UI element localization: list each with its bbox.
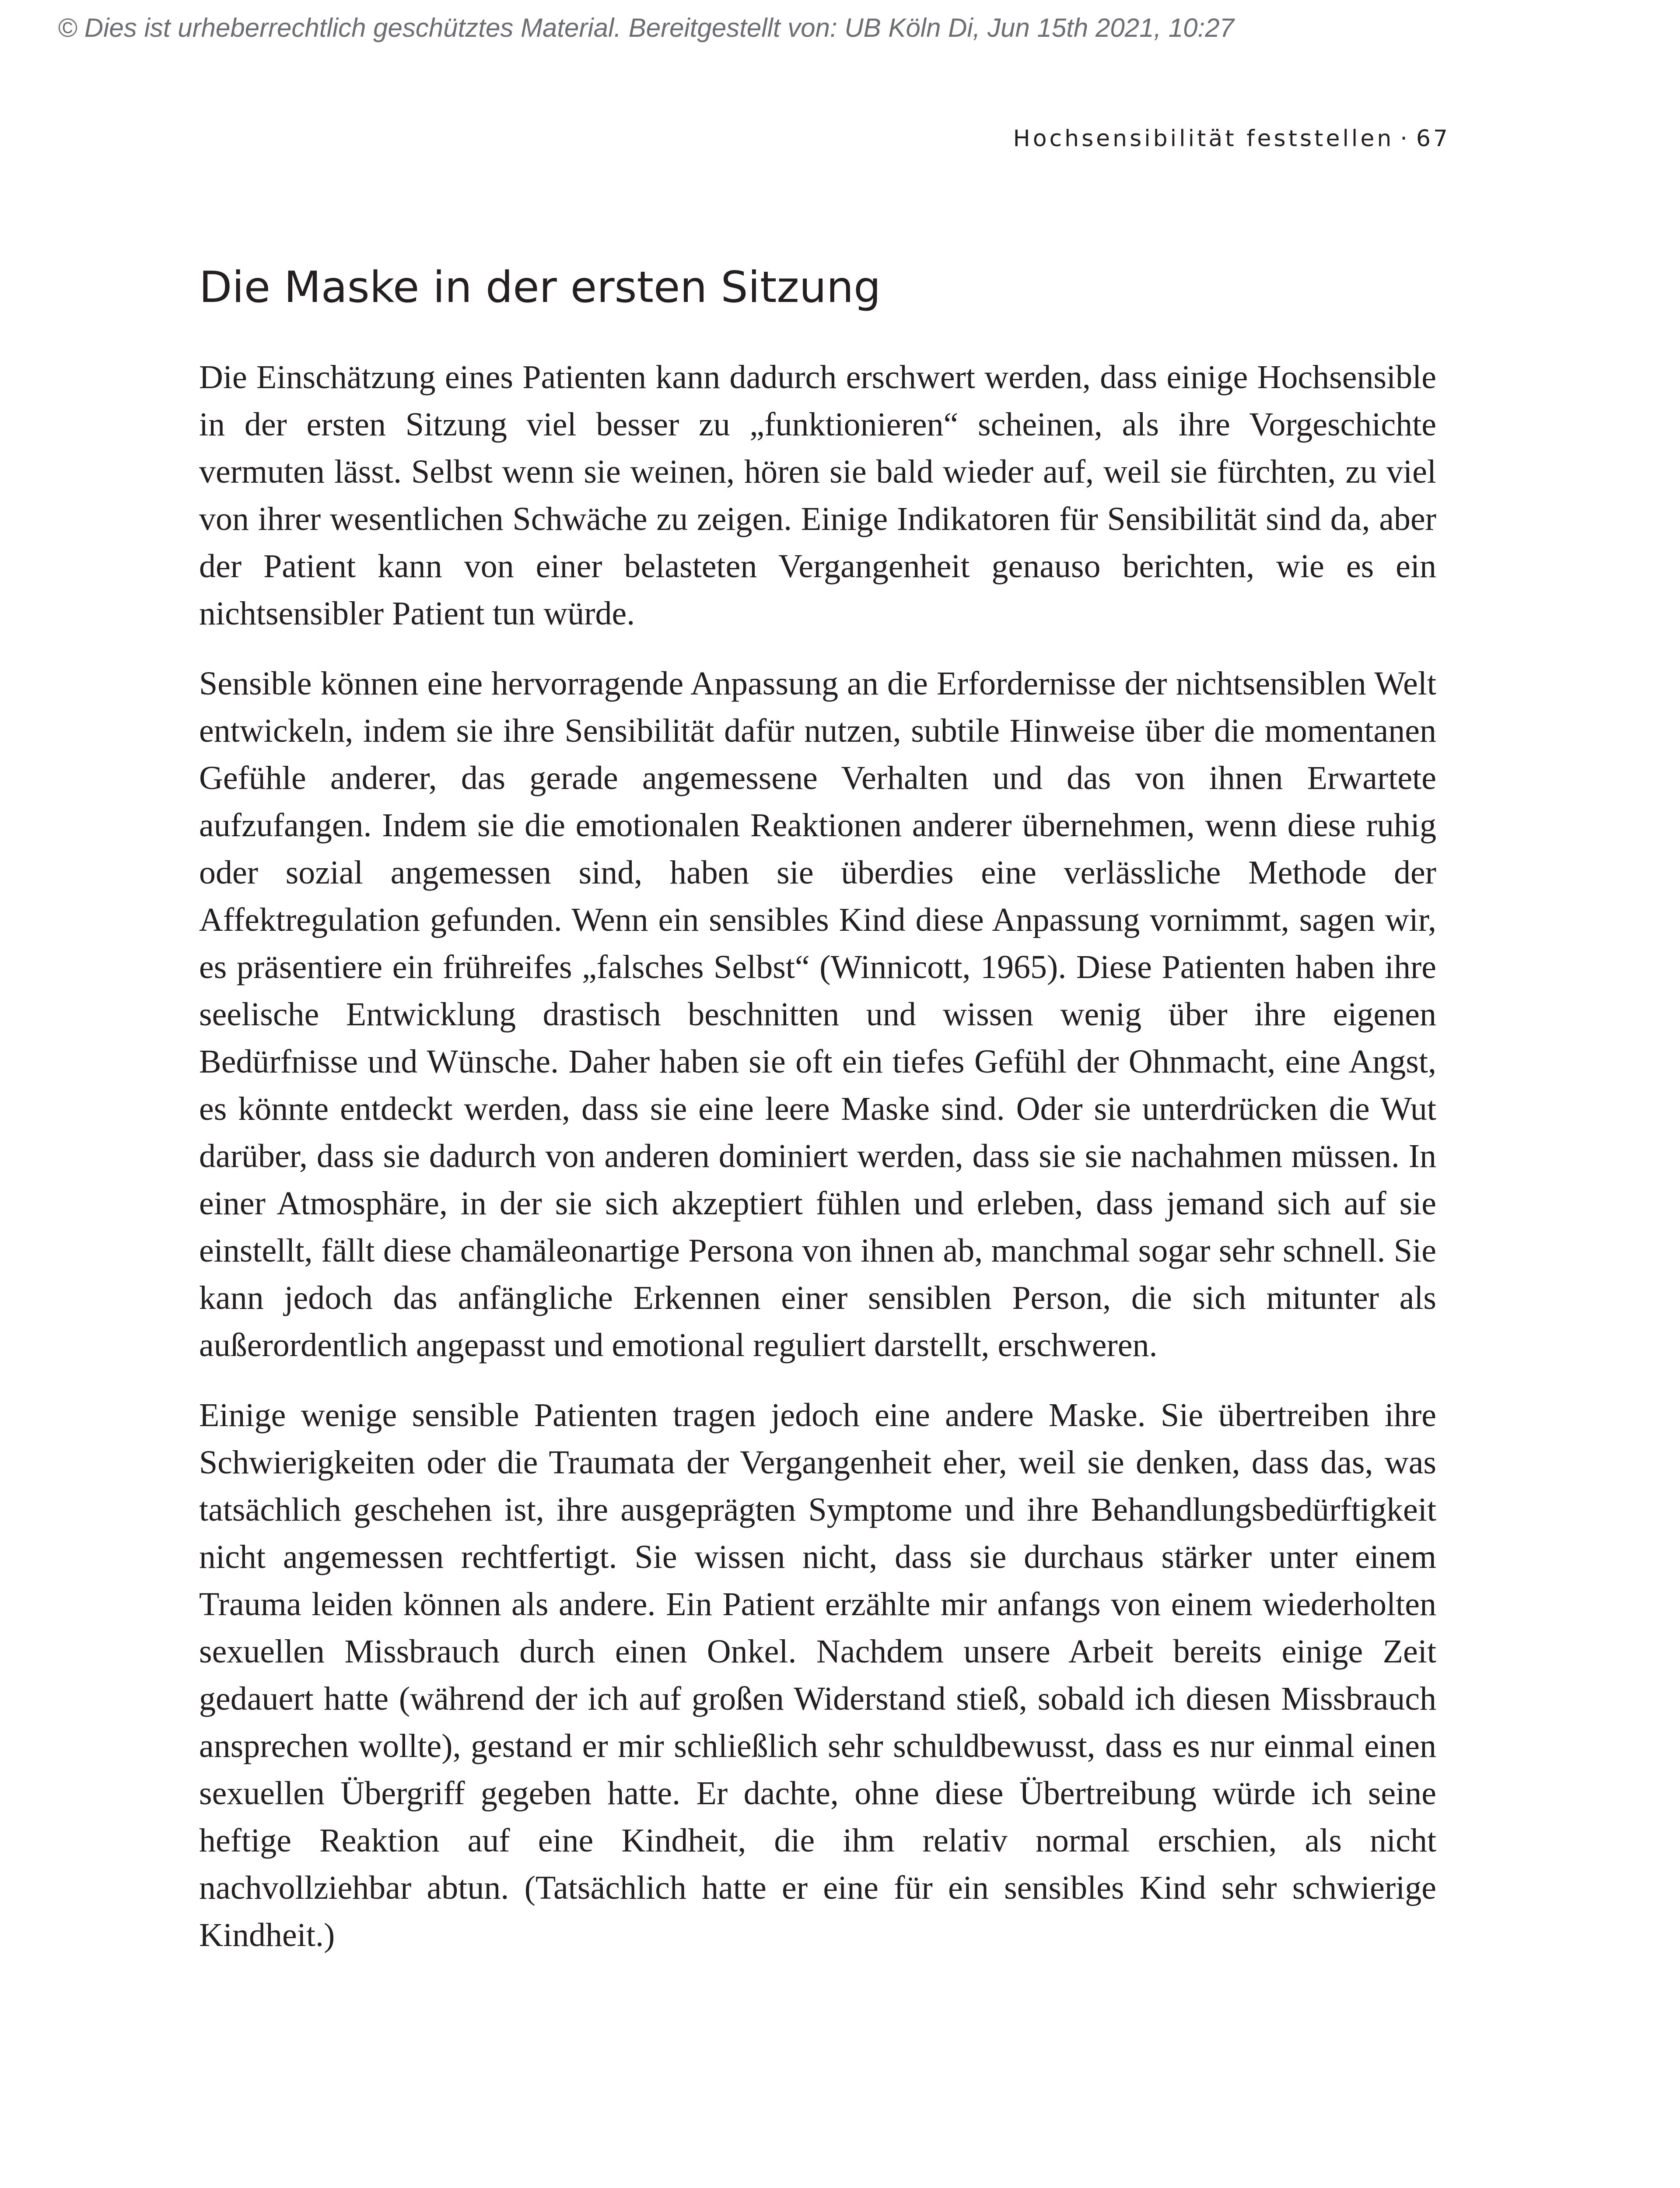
running-head <box>1013 123 1450 154</box>
page-number: 67 <box>1416 126 1450 152</box>
section-heading: Die Maske in der ersten Sitzung <box>199 263 881 312</box>
running-head-title: Hochsensibilität feststellen <box>1013 126 1394 152</box>
copyright-notice: © Dies ist urheberrechtlich geschütztes Material. Bereitgestellt von: UB Köln Di, Jun 15th 2021, 10:27 <box>58 13 1234 42</box>
paragraph-2: Sensible können eine hervorragende Anpassung an die Erfordernisse der nichtsensiblen Welt entwickeln, indem sie ihre Sensibilität dafür nutzen, subtile Hinweise über die momentanen Gefühle anderer, das gerade angemessene Verhalten und das von ihnen Erwartete aufzufangen. Indem sie die emotionalen Reaktionen anderer übernehmen, wenn diese ruhig oder sozial angemessen sind, haben sie überdies eine verlässliche Methode der Affektregulation gefunden. Wenn ein sensibles Kind diese Anpassung vornimmt, sagen wir, es präsentiere ein frühreifes „falsches Selbst“ (Winnicott, 1965). Diese Patienten haben ihre seelische Entwicklung drastisch beschnitten und wissen wenig über ihre eigenen Bedürfnisse und Wünsche. Daher haben sie oft ein tiefes Gefühl der Ohnmacht, eine Angst, es könnte entdeckt werden, dass sie eine leere Maske sind. Oder sie unterdrücken die Wut darüber, dass sie dadurch von anderen dominiert werden, dass sie sie nachahmen müssen. In einer Atmosphäre, in der sie sich akzeptiert fühlen und erleben, dass jemand sich auf sie einstellt, fällt diese chamäleonartige Persona von ihnen ab, manchmal sogar sehr schnell. Sie kann jedoch das anfängliche Erkennen einer sensiblen Person, die sich mitunter als außerordentlich angepasst und emotional reguliert darstellt, erschweren. <box>199 665 1436 1364</box>
body-text <box>199 354 1436 1981</box>
paragraph-1: Die Einschätzung eines Patienten kann dadurch erschwert werden, dass einige Hochsensible in der ersten Sitzung viel besser zu „funktionieren“ scheinen, als ihre Vorgeschichte vermuten lässt. Selbst wenn sie weinen, hören sie bald wieder auf, weil sie fürchten, zu viel von ihrer wesentlichen Schwäche zu zeigen. Einige Indikatoren für Sensibilität sind da, aber der Patient kann von einer belasteten Vergangenheit genauso berichten, wie es ein nichtsensibler Patient tun würde. <box>199 359 1436 632</box>
paragraph-3: Einige wenige sensible Patienten tragen jedoch eine andere Maske. Sie übertreiben ihre Schwierigkeiten oder die Traumata der Vergangenheit eher, weil sie denken, dass das, was tatsächlich geschehen ist, ihre ausgeprägten Symptome und ihre Behandlungsbedürftigkeit nicht angemessen rechtfertigt. Sie wissen nicht, dass sie durchaus stärker unter einem Trauma leiden können als andere. Ein Patient erzählte mir anfangs von einem wiederholten sexuellen Missbrauch durch einen Onkel. Nachdem unsere Arbeit bereits einige Zeit gedauert hatte (während der ich auf großen Widerstand stieß, sobald ich diesen Missbrauch ansprechen wollte), gestand er mir schließlich sehr schuldbewusst, dass es nur einmal einen sexuellen Übergriff gegeben hatte. Er dachte, ohne diese Übertreibung würde ich seine heftige Reaktion auf eine Kindheit, die ihm relativ normal erschien, als nicht nachvollziehbar abtun. (Tatsächlich hatte er eine für ein sensibles Kind sehr schwierige Kindheit.) <box>199 1397 1436 1953</box>
running-head-separator: · <box>1400 126 1410 152</box>
